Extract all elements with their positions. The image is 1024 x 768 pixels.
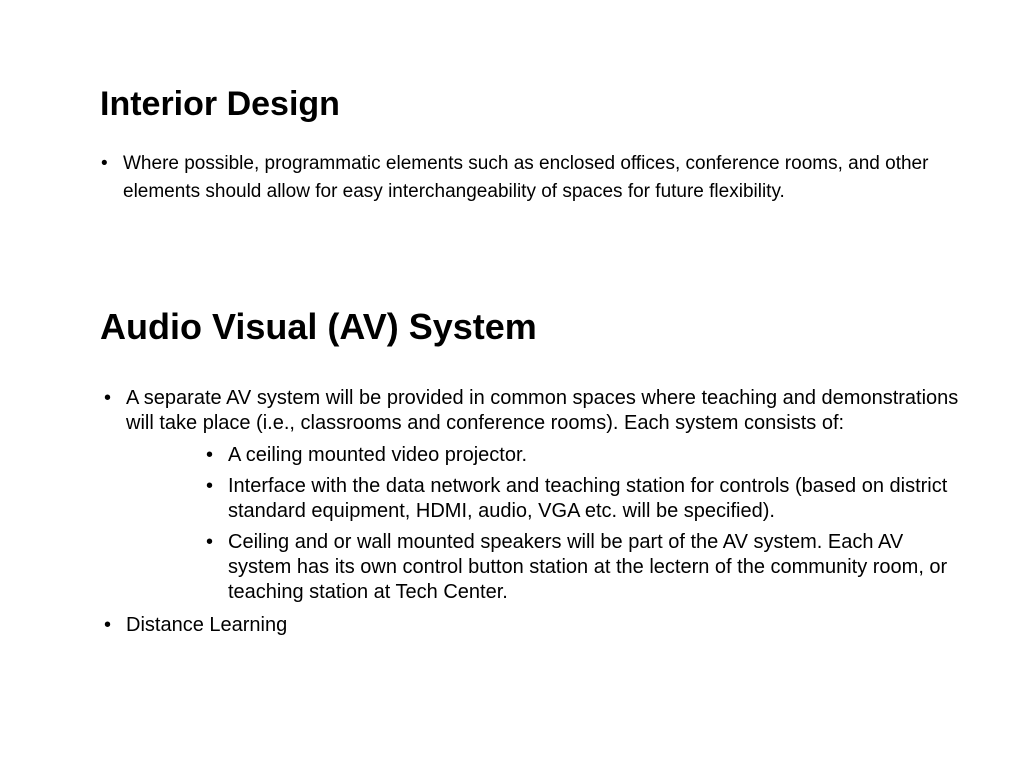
sub-bullet-text: Interface with the data network and teaching station for controls (based on district standard equipment, HDMI, audio, VGA etc. will be specified). <box>228 475 948 522</box>
bullet-text: A separate AV system will be provided in common spaces where teaching and demonstrations will take place (i.e., classrooms and conference rooms). Each system consists of: <box>126 387 959 434</box>
interior-design-bullets <box>101 150 943 206</box>
bullet-item <box>104 386 966 605</box>
bullet-dot-icon: • <box>104 387 112 409</box>
sub-bullet-item <box>206 530 966 605</box>
bullet-dot-icon: • <box>206 475 214 497</box>
sub-bullet-item <box>206 474 966 524</box>
bullet-dot-icon: • <box>206 444 214 466</box>
bullet-item <box>101 150 943 206</box>
bullet-text: Where possible, programmatic elements such as enclosed offices, conference rooms, and other elements should allow for easy interchangeability of spaces for future flexibility. <box>123 153 929 202</box>
sub-bullet-item <box>206 443 966 468</box>
sub-bullet-text: A ceiling mounted video projector. <box>228 444 528 466</box>
av-system-bullets <box>104 386 966 638</box>
bullet-text: Distance Learning <box>126 614 288 636</box>
sub-bullet-text: Ceiling and or wall mounted speakers will be part of the AV system. Each AV system has its own control button station at the lectern of the community room, or teaching station at Tech Center. <box>228 531 948 603</box>
heading-av-system: Audio Visual (AV) System <box>100 306 537 347</box>
bullet-dot-icon: • <box>206 531 214 553</box>
av-sub-bullets <box>126 443 966 605</box>
heading-interior-design: Interior Design <box>100 85 340 123</box>
bullet-dot-icon: • <box>101 153 108 174</box>
bullet-dot-icon: • <box>104 614 112 636</box>
bullet-item <box>104 613 966 638</box>
